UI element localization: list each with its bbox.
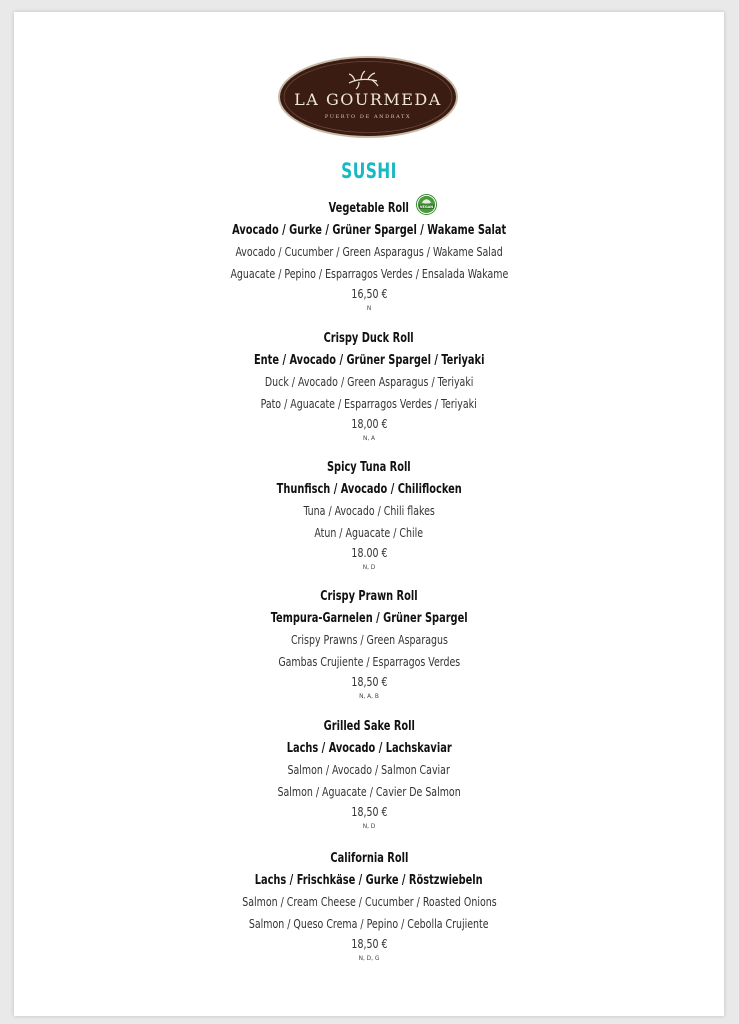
item-description-german: Lachs / Avocado / Lachskaviar — [286, 740, 452, 756]
item-allergens: N, D — [362, 563, 376, 571]
item-description-german: Avocado / Gurke / Grüner Spargel / Wakame Salat — [231, 222, 507, 238]
item-description-english: Salmon / Cream Cheese / Cucumber / Roasted Onions — [241, 894, 497, 909]
item-price: 16,50 € — [350, 286, 388, 301]
menu-item — [14, 457, 724, 572]
menu-item — [14, 716, 724, 831]
item-description-spanish: Salmon / Queso Crema / Pepino / Cebolla Crujiente — [249, 915, 489, 931]
item-name: Crispy Duck Roll — [323, 331, 415, 346]
menu-item — [14, 198, 724, 313]
item-description-spanish: Salmon / Aguacate / Cavier De Salmon — [277, 783, 461, 799]
menu-page — [14, 12, 724, 1016]
item-price: 18.00 € — [350, 545, 388, 560]
item-description-spanish: Pato / Aguacate / Esparragos Verdes / Teriyaki — [260, 395, 478, 411]
item-description-german: Ente / Avocado / Grüner Spargel / Teriyaki — [253, 352, 485, 368]
menu-item — [14, 328, 724, 443]
item-description-english: Tuna / Avocado / Chili flakes — [303, 503, 435, 518]
item-allergens: N — [366, 304, 372, 312]
logo-tagline: PUERTO DE ANDRATX — [324, 114, 412, 120]
item-name: Vegetable Roll — [328, 201, 410, 216]
item-price: 18,50 € — [350, 804, 388, 819]
item-name: Crispy Prawn Roll — [320, 589, 418, 604]
item-price: 18,50 € — [350, 936, 388, 951]
item-allergens: N, A, B — [359, 692, 379, 700]
item-description-spanish: Atun / Aguacate / Chile — [314, 524, 424, 540]
item-description-english: Avocado / Cucumber / Green Asparagus / Wakame Salad — [235, 244, 503, 259]
menu-item — [14, 586, 724, 701]
item-description-english: Salmon / Avocado / Salmon Caviar — [287, 762, 451, 777]
item-name: California Roll — [330, 851, 408, 866]
item-price: 18,00 € — [350, 416, 388, 431]
section-title: SUSHI — [341, 159, 397, 183]
menu-item — [14, 848, 724, 963]
item-allergens: N, A — [362, 434, 376, 442]
item-description-spanish: Gambas Crujiente / Esparragos Verdes — [278, 653, 460, 669]
item-allergens: N, D — [362, 822, 376, 830]
item-name: Spicy Tuna Roll — [327, 460, 411, 475]
logo-name: LA GOURMEDA — [294, 90, 442, 109]
item-description-german: Tempura-Garnelen / Grüner Spargel — [270, 610, 468, 626]
la-gourmeda-logo — [277, 55, 459, 139]
item-price: 18,50 € — [350, 674, 388, 689]
item-description-german: Thunfisch / Avocado / Chiliflocken — [276, 481, 462, 497]
item-description-english: Crispy Prawns / Green Asparagus — [290, 632, 448, 647]
item-description-english: Duck / Avocado / Green Asparagus / Teriyaki — [264, 374, 474, 389]
vegan-badge-label: VEGAN — [419, 204, 434, 209]
item-name: Grilled Sake Roll — [323, 719, 415, 734]
item-allergens: N, D, G — [358, 954, 380, 962]
item-description-spanish: Aguacate / Pepino / Esparragos Verdes / Ensalada Wakame — [230, 265, 508, 281]
item-description-german: Lachs / Frischkäse / Gurke / Röstzwiebeln — [255, 872, 483, 888]
